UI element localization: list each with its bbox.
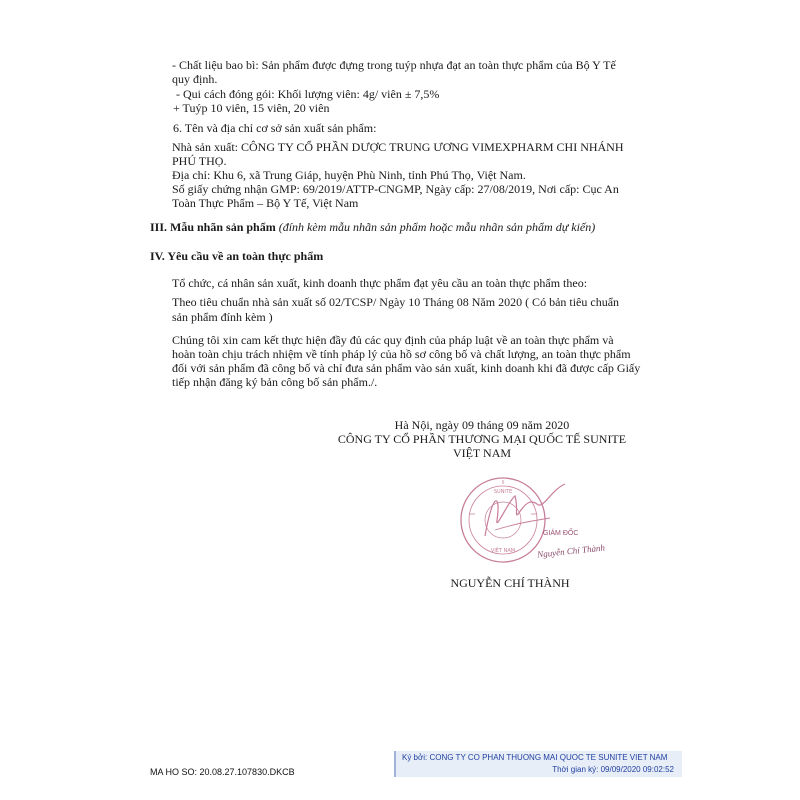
signing-company-cont: VIỆT NAM xyxy=(452,446,512,460)
digital-signature-box xyxy=(394,751,682,777)
manufacturer-address: Địa chỉ: Khu 6, xã Trung Giáp, huyện Phù Ninh, tỉnh Phú Thọ, Việt Nam. xyxy=(172,168,526,182)
handwritten-signature: Nguyễn Chí Thành xyxy=(536,542,606,560)
document-code: MA HO SO: 20.08.27.107830.DKCB xyxy=(150,767,295,777)
packaging-spec-line: - Qui cách đóng gói: Khối lượng viên: 4g/ viên ± 7,5% xyxy=(176,87,440,101)
manufacturer-name: Nhà sản xuất: CÔNG TY CỔ PHẦN DƯỢC TRUNG ƯƠNG VIMEXPHARM CHI NHÁNH xyxy=(172,140,624,154)
section-iv-heading: IV. Yêu cầu về an toàn thực phẩm xyxy=(150,249,324,263)
packaging-material-line: - Chất liệu bao bì: Sản phẩm được đựng trong tuýp nhựa đạt an toàn thực phẩm của Bộ Y Tế xyxy=(172,58,616,72)
signing-company: CÔNG TY CỔ PHẦN THƯƠNG MẠI QUỐC TẾ SUNITE xyxy=(337,432,627,446)
svg-text:SUNITE: SUNITE xyxy=(493,489,513,495)
digital-signed-time: Thời gian ký: 09/09/2020 09:02:52 xyxy=(552,765,674,774)
manufacturer-name-cont: PHÚ THỌ. xyxy=(172,154,227,168)
section-iii-note: (đính kèm mẫu nhãn sản phẩm hoặc mẫu nhãn sản phẩm dự kiến) xyxy=(278,220,596,234)
section-iv-p2: Theo tiêu chuẩn nhà sản xuất số 02/TCSP/ Ngày 10 Tháng 08 Năm 2020 ( Có bản tiêu chuẩn xyxy=(172,295,620,309)
section-iii-heading xyxy=(150,220,595,234)
packaging-tube-line: + Tuýp 10 viên, 15 viên, 20 viên xyxy=(173,101,330,115)
gmp-certificate: Số giấy chứng nhận GMP: 69/2019/ATTP-CNGMP, Ngày cấp: 27/08/2019, Nơi cấp: Cục An xyxy=(172,182,619,196)
gmp-certificate-cont: Toàn Thực Phẩm – Bộ Y Tế, Việt Nam xyxy=(172,196,359,210)
commitment-line-3: đối với sản phẩm đã công bố và chỉ đưa sản phẩm vào sản xuất, kinh doanh khi đã được cấp Giấy xyxy=(172,361,641,375)
company-stamp-and-signature xyxy=(455,470,625,580)
commitment-line-4: tiếp nhận đăng ký bản công bố sản phẩm./. xyxy=(172,375,378,389)
section-iv-p1: Tổ chức, cá nhân sản xuất, kinh doanh thực phẩm đạt yêu cầu an toàn thực phẩm theo: xyxy=(172,276,588,290)
manufacturer-heading: 6. Tên và địa chỉ cơ sở sản xuất sản phẩm: xyxy=(173,121,377,135)
commitment-line-1: Chúng tôi xin cam kết thực hiện đầy đủ các quy định của pháp luật về an toàn thực phẩm và xyxy=(172,333,614,347)
signer-name: NGUYỄN CHÍ THÀNH xyxy=(450,576,570,590)
packaging-material-line-cont: quy định. xyxy=(172,72,218,86)
section-iii-title: III. Mẫu nhãn sản phẩm xyxy=(150,220,276,234)
section-iv-p2-cont: sản phẩm đính kèm ) xyxy=(172,310,273,324)
digital-signed-by: Ký bởi: CONG TY CO PHAN THUONG MAI QUOC TE SUNITE VIET NAM xyxy=(402,753,668,762)
stamp-icon xyxy=(455,470,625,580)
signing-date: Hà Nội, ngày 09 tháng 09 năm 2020 xyxy=(394,418,570,432)
commitment-line-2: hoàn toàn chịu trách nhiệm về tính pháp lý của hồ sơ công bố và chất lượng, an toàn thực phẩm xyxy=(172,347,631,361)
svg-text:VIỆT NAM: VIỆT NAM xyxy=(490,548,516,554)
signer-title: GIÁM ĐỐC xyxy=(543,530,579,537)
